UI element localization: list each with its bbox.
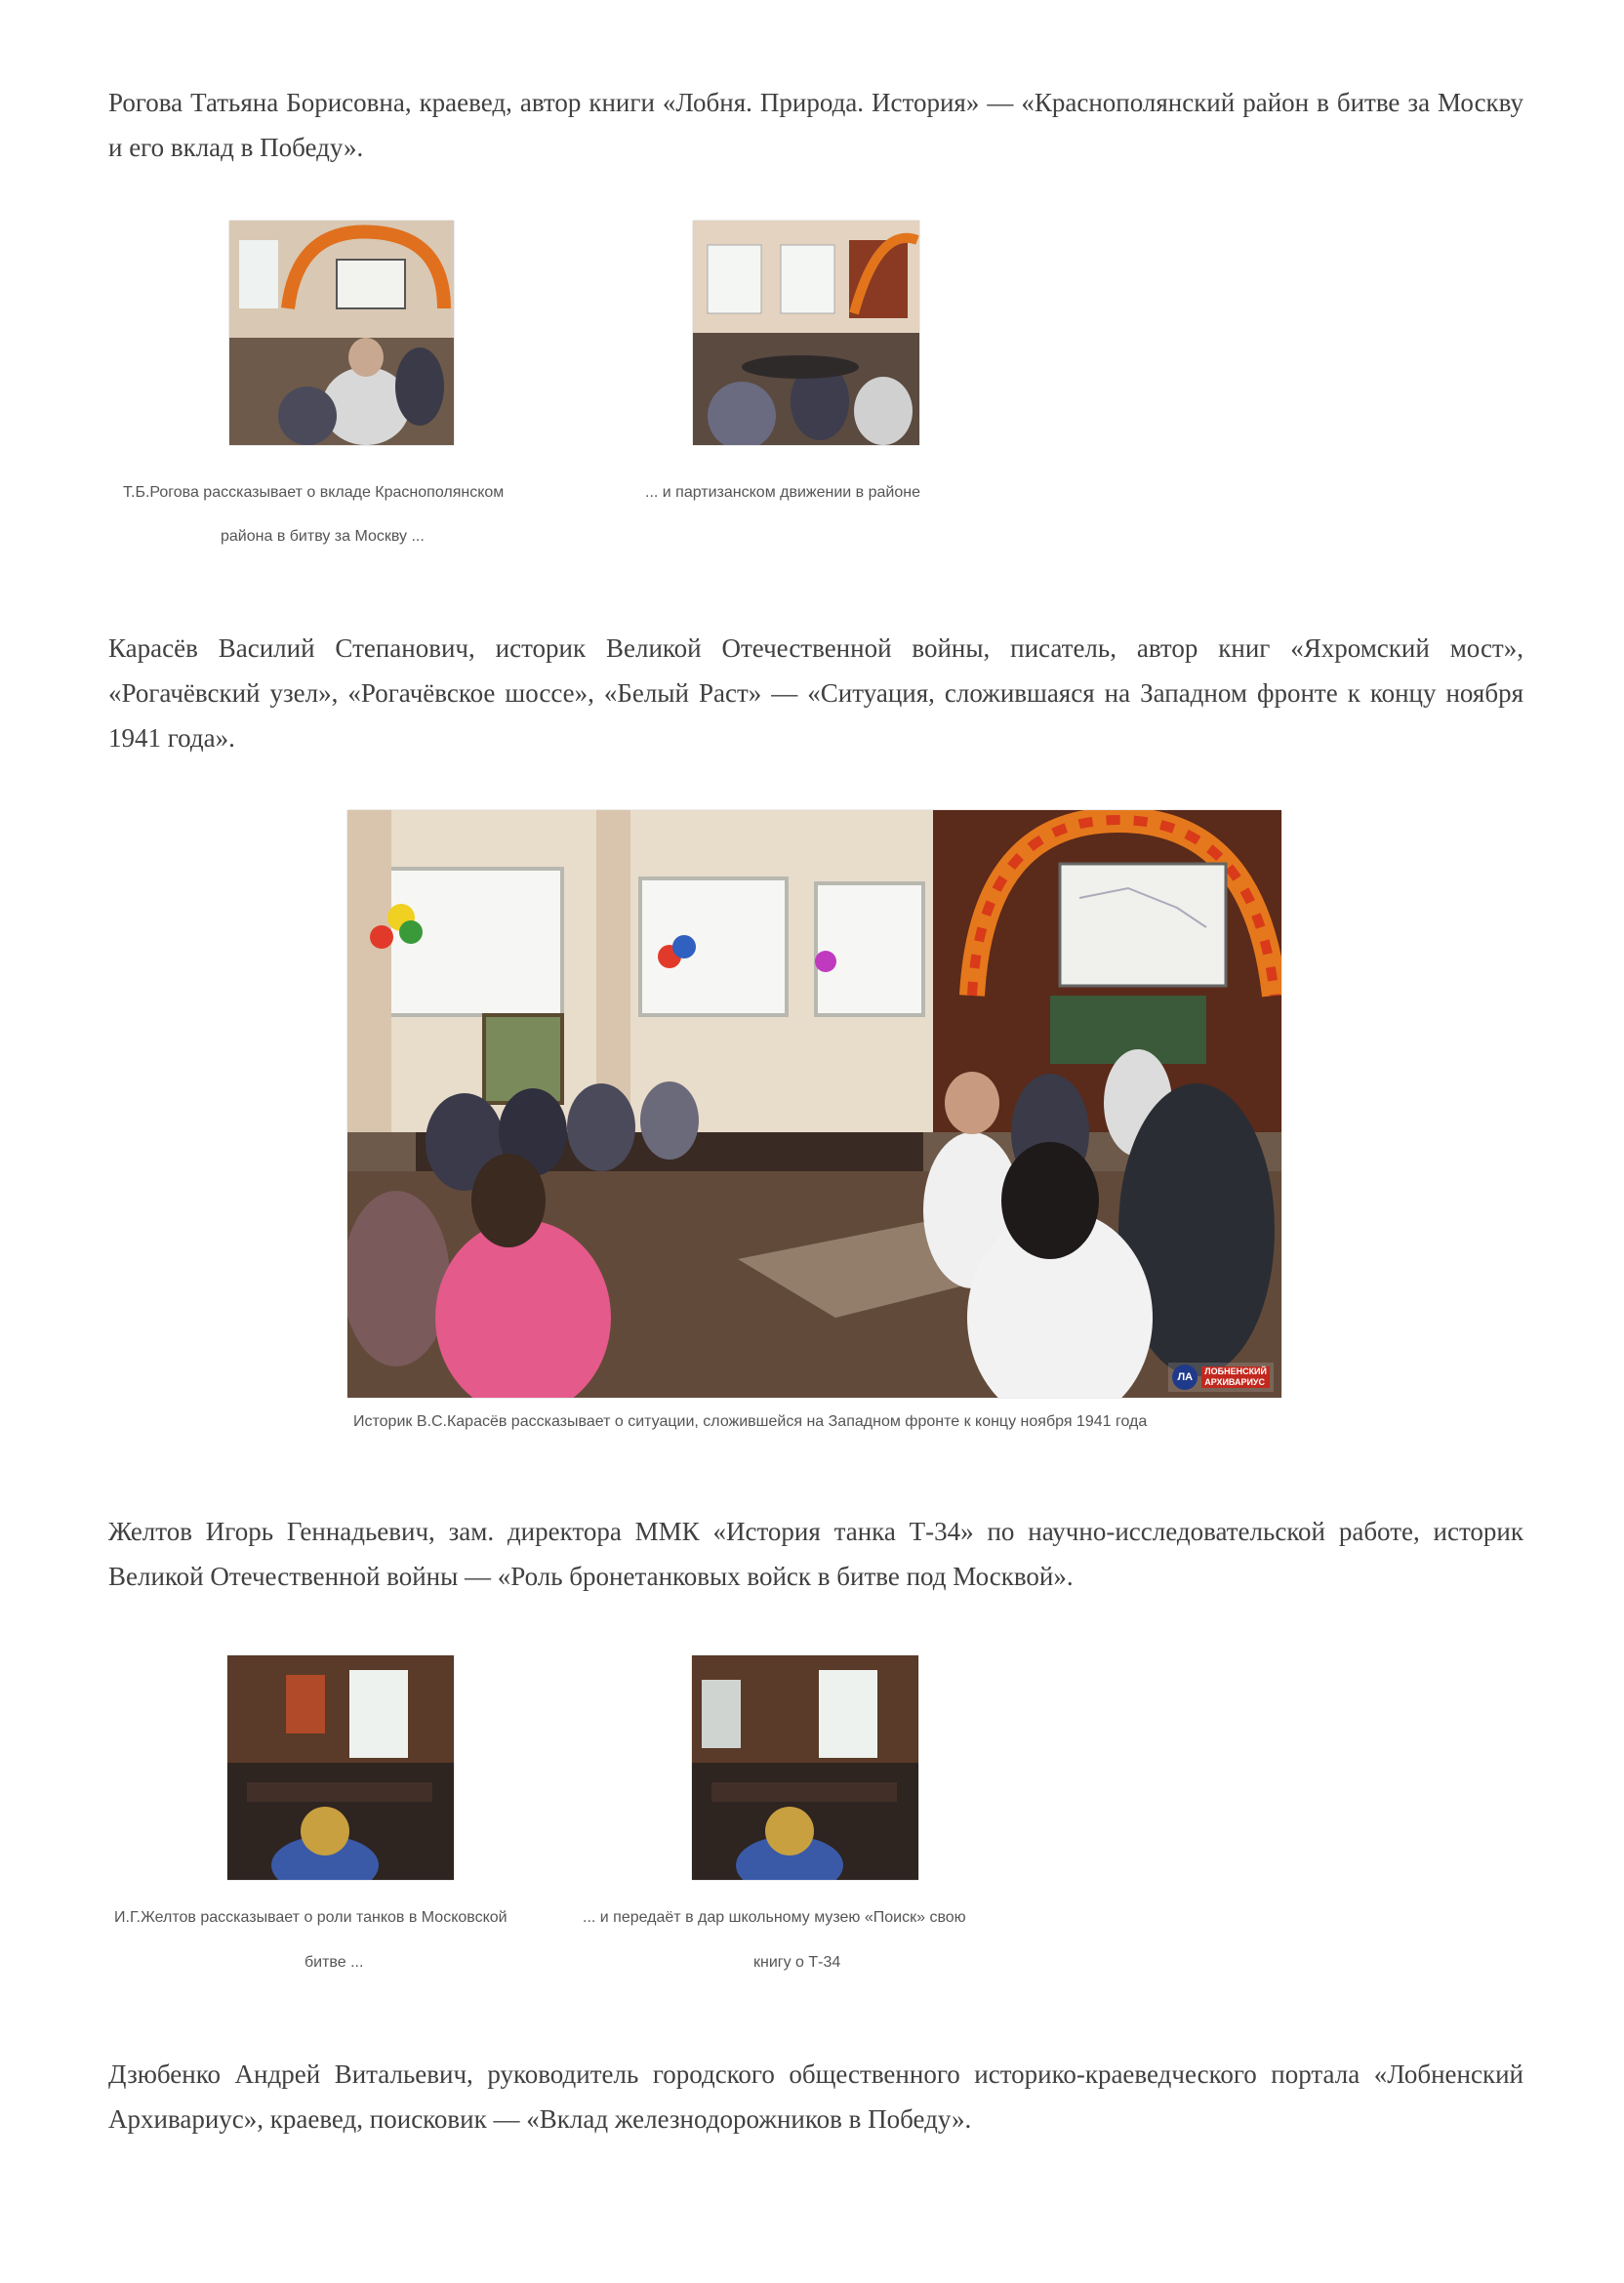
photo-rogova-2 xyxy=(693,221,919,445)
watermark-line2: АРХИВАРИУС xyxy=(1201,1377,1270,1388)
caption-rogova-1-line2: района в битву за Москву ... xyxy=(221,528,425,545)
caption-rogova-2-line1: ... и партизанском движении в районе xyxy=(645,484,920,501)
caption-karasev: Историк В.С.Карасёв рассказывает о ситуации, сложившейся на Западном фронте к концу ноября 1941 года xyxy=(353,1413,1148,1430)
photo-karasev-main xyxy=(347,810,1281,1398)
photo-zheltov-1 xyxy=(227,1655,454,1880)
photo-zheltov-2 xyxy=(692,1655,918,1880)
caption-rogova-1-line1: Т.Б.Рогова рассказывает о вкладе Краснополянском xyxy=(123,484,505,501)
paragraph-rogova: Рогова Татьяна Борисовна, краевед, автор книги «Лобня. Природа. История» — «Краснополянский район в битве за Москву и его вклад в Победу». xyxy=(108,88,1523,162)
watermark-logo xyxy=(1168,1363,1274,1392)
caption-zheltov-2-line2: книгу о Т-34 xyxy=(753,1954,841,1971)
paragraph-zheltov: Желтов Игорь Геннадьевич, зам. директора ММК «История танка Т-34» по научно-исследовательской работе, историк Великой Отечественной войны — «Роль бронетанковых войск в битве под Москвой». xyxy=(108,1517,1523,1591)
watermark-mark: ЛА xyxy=(1172,1365,1198,1390)
caption-zheltov-1-line1: И.Г.Желтов рассказывает о роли танков в Московской xyxy=(114,1909,508,1926)
paragraph-dzyubenko: Дзюбенко Андрей Витальевич, руководитель городского общественного историко-краеведческого портала «Лобненский Архивариус», краевед, поисковик — «Вклад железнодорожников в Победу». xyxy=(108,2059,1523,2134)
paragraph-karasev: Карасёв Василий Степанович, историк Великой Отечественной войны, писатель, автор книг «Яхромский мост», «Рогачёвский узел», «Рогачёвское шоссе», «Белый Раст» — «Ситуация, сложившаяся на Западном фронте к концу ноября 1941 года». xyxy=(108,633,1523,753)
photo-rogova-1 xyxy=(229,221,454,445)
watermark-line1: ЛОБНЕНСКИЙ xyxy=(1201,1366,1270,1377)
caption-zheltov-2-line1: ... и передаёт в дар школьному музею «Поиск» свою xyxy=(583,1909,966,1926)
caption-zheltov-1-line2: битве ... xyxy=(304,1954,364,1971)
